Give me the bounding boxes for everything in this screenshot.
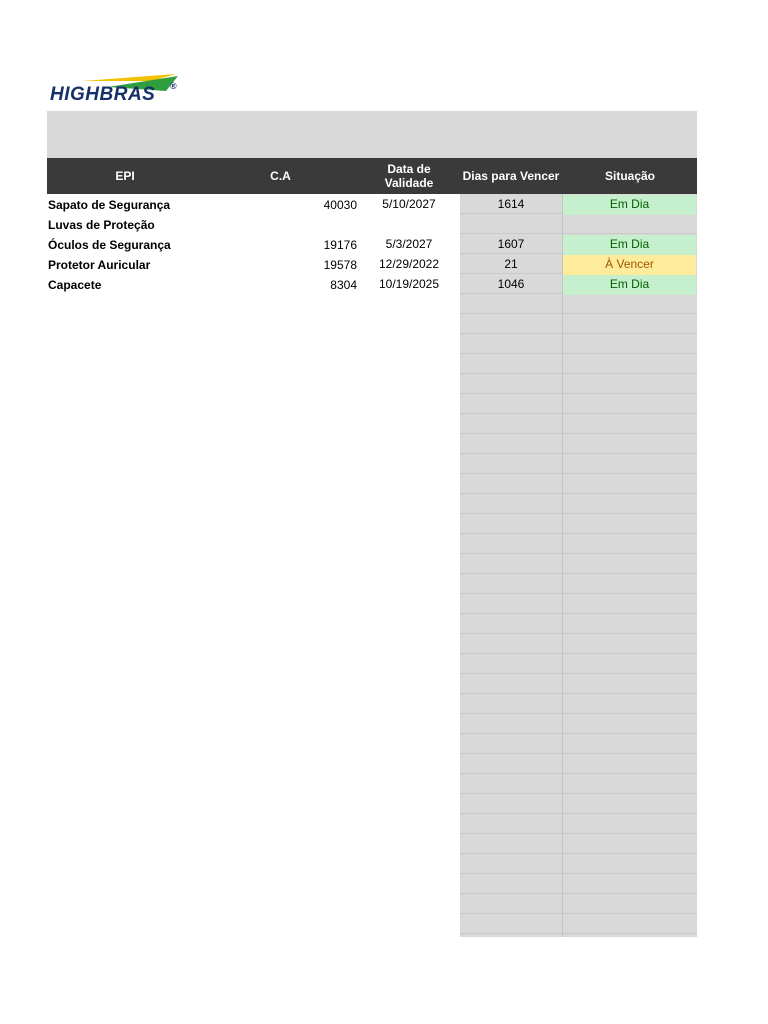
table-row bbox=[47, 195, 697, 215]
status-badge: Em Dia bbox=[563, 275, 696, 295]
cell-dias: 1607 bbox=[497, 237, 525, 251]
registered-mark: ® bbox=[170, 81, 177, 91]
table-row bbox=[47, 255, 697, 275]
cell-epi: Protetor Auricular bbox=[48, 258, 151, 272]
status-badge bbox=[563, 215, 696, 235]
header-dias: Dias para Vencer bbox=[462, 169, 560, 183]
status-badge: Em Dia bbox=[563, 195, 696, 215]
cell-epi: Sapato de Segurança bbox=[48, 198, 171, 212]
status-badge: Em Dia bbox=[563, 235, 696, 255]
status-badge: À Vencer bbox=[563, 255, 696, 275]
logo-text: HIGHBRAS bbox=[50, 84, 156, 105]
cell-ca: 8304 bbox=[330, 278, 357, 292]
cell-epi: Óculos de Segurança bbox=[48, 238, 171, 252]
cell-validade: 5/10/2027 bbox=[382, 197, 436, 211]
cell-validade: 10/19/2025 bbox=[378, 277, 440, 291]
header-validade-line2: Validade bbox=[384, 176, 434, 190]
cell-validade: 5/3/2027 bbox=[385, 237, 433, 251]
cell-dias bbox=[461, 215, 561, 235]
cell-dias: 1614 bbox=[497, 197, 525, 211]
cell-dias: 1046 bbox=[497, 277, 525, 291]
cell-validade bbox=[365, 215, 453, 235]
header-validade-line1: Data de bbox=[387, 162, 431, 176]
header-situacao: Situação bbox=[604, 169, 655, 183]
cell-epi: Luvas de Proteção bbox=[48, 218, 155, 232]
table-row bbox=[47, 275, 697, 295]
table-header bbox=[47, 158, 697, 194]
title-band bbox=[47, 111, 697, 158]
cell-ca bbox=[277, 215, 357, 235]
cell-ca: 19578 bbox=[323, 258, 357, 272]
table-row bbox=[47, 235, 697, 255]
cell-ca: 40030 bbox=[323, 198, 357, 212]
column-divider bbox=[562, 194, 563, 937]
table-row bbox=[47, 215, 697, 235]
cell-dias: 21 bbox=[504, 257, 518, 271]
cell-epi: Capacete bbox=[48, 278, 102, 292]
highbras-logo bbox=[48, 72, 188, 108]
header-epi: EPI bbox=[115, 169, 135, 183]
cell-ca: 19176 bbox=[323, 238, 357, 252]
cell-validade: 12/29/2022 bbox=[378, 257, 440, 271]
header-ca: C.A bbox=[270, 169, 291, 183]
header-validade bbox=[365, 158, 453, 194]
status-column-background bbox=[460, 194, 697, 937]
